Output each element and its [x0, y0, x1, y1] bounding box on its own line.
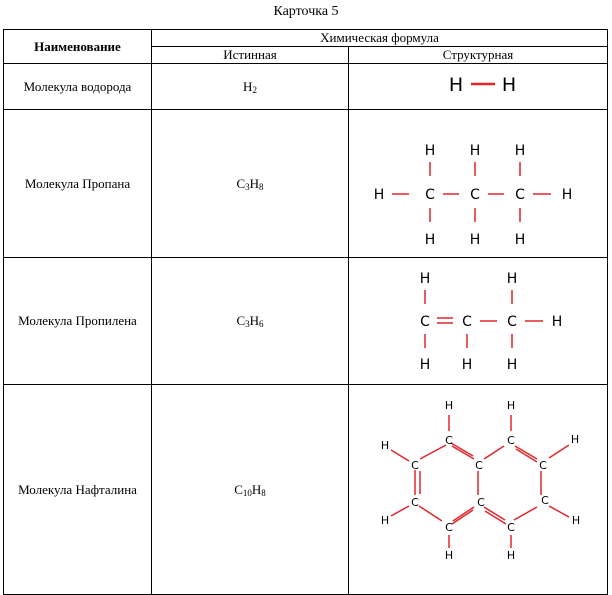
formula-table [3, 29, 608, 595]
bond-line [420, 445, 446, 459]
header-structural: Структурная [349, 47, 608, 64]
molecule-name: Молекула Пропилена [4, 258, 152, 385]
naphthalene-structure [349, 385, 608, 590]
molecular-formula: $C_{10}H_8$ [152, 385, 349, 595]
header-name: Наименование [4, 30, 152, 64]
bond-line [516, 449, 537, 462]
bond-line [453, 507, 474, 521]
bond-line [452, 446, 474, 459]
bond-line [391, 450, 409, 461]
bond-line [515, 446, 537, 459]
header-formula-group: Химическая формула [152, 30, 608, 47]
table-row [4, 258, 608, 385]
atom-label: C [445, 434, 453, 447]
atom-label: C [539, 459, 547, 472]
atom-label: C [470, 187, 480, 203]
atom-label: H [514, 143, 526, 159]
atom-label: C [411, 496, 419, 509]
atom-label: C [507, 434, 515, 447]
bond-line [391, 506, 409, 516]
atom-label: H [419, 271, 431, 287]
atom-label: H [561, 187, 573, 203]
propylene-structure [349, 258, 608, 380]
atom-label: C [507, 314, 517, 330]
atom-label: H [551, 314, 563, 330]
atom-label: H [424, 143, 436, 159]
atom-label: C [462, 314, 472, 330]
hydrogen-structure [349, 64, 608, 105]
atom-label: C [411, 459, 419, 472]
atom-label: H [444, 549, 454, 562]
header-true-formula: Истинная [152, 47, 349, 64]
molecule-name: Молекула Пропана [4, 110, 152, 258]
atom-label: H [448, 74, 464, 96]
structural-formula-propylene [349, 258, 608, 385]
atom-label: H [570, 433, 580, 446]
atom-label: H [501, 74, 517, 96]
atom-label: H [506, 357, 518, 373]
table-row [4, 110, 608, 258]
atom-label: C [475, 459, 483, 472]
bond-line [485, 511, 506, 524]
bond-line [514, 507, 537, 520]
table-row [4, 385, 608, 595]
structural-formula-propane [349, 110, 608, 258]
atom-label: C [515, 187, 525, 203]
card-title: Карточка 5 [273, 4, 339, 19]
atom-label: H [506, 549, 516, 562]
bond-line [549, 506, 569, 517]
molecular-formula: $C_3H_6$ [152, 258, 349, 385]
atom-label: C [507, 521, 515, 534]
atom-label: H [469, 232, 481, 248]
atom-label: C [477, 496, 485, 509]
atom-label: H [380, 514, 390, 527]
atom-label: C [541, 494, 549, 507]
atom-label: H [424, 232, 436, 248]
atom-label: C [420, 314, 430, 330]
atom-label: H [571, 514, 581, 527]
atom-label: H [506, 271, 518, 287]
propane-structure [349, 110, 608, 253]
molecular-formula: $H_2$ [152, 64, 349, 110]
bond-line [419, 506, 442, 521]
molecule-name: Молекула Нафталина [4, 385, 152, 595]
structural-formula-naphthalene [349, 385, 608, 595]
bond-line [484, 446, 504, 459]
structural-formula-hydrogen [349, 64, 608, 110]
atom-label: H [514, 232, 526, 248]
bond-line [549, 445, 569, 458]
atom-label: H [380, 439, 390, 452]
table-row [4, 64, 608, 110]
molecular-formula: $C_3H_8$ [152, 110, 349, 258]
atom-label: H [469, 143, 481, 159]
atom-label: H [506, 399, 516, 412]
atom-label: H [373, 187, 385, 203]
atom-label: H [444, 399, 454, 412]
bond-line [484, 507, 505, 520]
atom-label: H [461, 357, 473, 373]
atom-label: H [419, 357, 431, 373]
atom-label: C [425, 187, 435, 203]
bond-line [452, 510, 473, 524]
molecule-name: Молекула водорода [4, 64, 152, 110]
atom-label: C [445, 521, 453, 534]
bond-line [451, 443, 473, 456]
